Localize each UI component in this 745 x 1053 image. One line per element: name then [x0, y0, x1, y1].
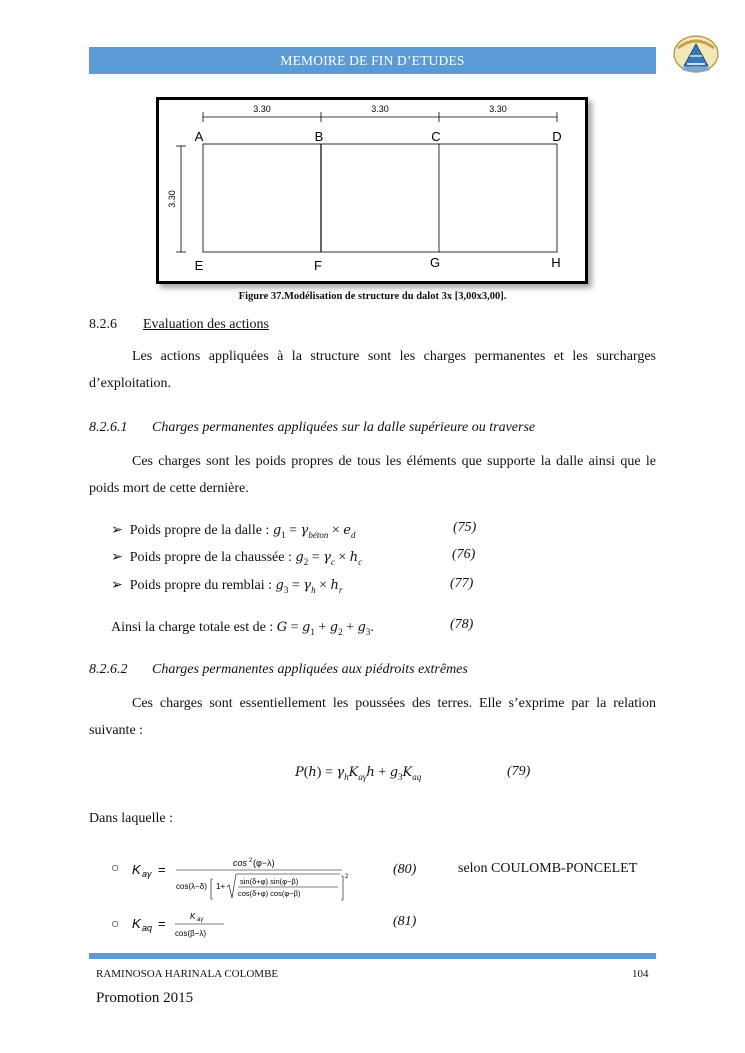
equation-number: (78) [450, 617, 474, 632]
arrow-bullet-icon: ➢ [111, 523, 123, 538]
svg-text:=: = [158, 916, 166, 931]
svg-text:2: 2 [345, 874, 349, 880]
bullet-label: Poids propre de la chaussée : [129, 550, 296, 565]
main-equation: $P(h) = \gamma_hK_{a\gamma}h + g_3K_{aq}$ [295, 765, 422, 782]
svg-text:cos: cos [233, 858, 248, 868]
dim-label-1: 3.30 [253, 104, 271, 114]
dim-label-3: 3.30 [489, 104, 507, 114]
svg-text:aq: aq [142, 923, 153, 933]
node-b: B [314, 129, 324, 144]
node-e: E [194, 258, 204, 273]
node-a: A [194, 129, 204, 144]
svg-text:cos(λ−δ): cos(λ−δ) [176, 882, 207, 891]
figure-caption: Figure 37.Modélisation de structure du dalot 3x [3,00x3,00]. [238, 291, 507, 302]
svg-text:(φ−λ): (φ−λ) [253, 858, 275, 868]
svg-text:cos(β−λ): cos(β−λ) [175, 929, 207, 938]
total-label: Ainsi la charge totale est de : [111, 620, 277, 635]
bullet-label: Poids propre du remblai : [129, 578, 276, 593]
circle-bullet-icon: ○ [111, 917, 120, 932]
footer-divider [89, 953, 656, 959]
school-logo-icon [672, 34, 720, 74]
section-number-8261: 8.2.6.1 [89, 420, 128, 435]
equation-number: (75) [453, 520, 477, 535]
list-item: ➢ Poids propre du remblai : $g_3 = \gamma_h \times h_r$ [111, 578, 343, 595]
kay-formula [130, 852, 355, 904]
node-h: H [551, 255, 561, 270]
eq80-note: selon COULOMB-PONCELET [458, 861, 638, 876]
svg-text:1+: 1+ [216, 882, 226, 891]
structure-figure [156, 97, 588, 284]
svg-text:K: K [190, 912, 196, 921]
kaq-formula [130, 906, 230, 942]
svg-text:K: K [132, 916, 141, 931]
svg-text:aγ: aγ [142, 869, 152, 879]
equation-number: (79) [507, 764, 531, 779]
frame-model-diagram [159, 100, 585, 281]
node-c: C [431, 129, 441, 144]
equation-number: (80) [393, 862, 417, 877]
equation-number: (81) [393, 914, 417, 929]
section-title-826: Evaluation des actions [143, 317, 269, 332]
footer-promotion: Promotion 2015 [96, 990, 194, 1006]
bullet-label: Poids propre de la dalle : [129, 523, 273, 538]
node-f: F [314, 258, 322, 273]
dans-laquelle: Dans laquelle : [89, 811, 173, 826]
total-charge-line: Ainsi la charge totale est de : $G = g_1 + g_2 + g_3$. [111, 620, 374, 637]
section-title-8262: Charges permanentes appliquées aux piédroits extrêmes [152, 662, 468, 677]
section-title-8261: Charges permanentes appliquées sur la dalle supérieure ou traverse [152, 420, 536, 435]
page-number: 104 [632, 968, 649, 980]
paragraph-826: Les actions appliquées à la structure sont les charges permanentes et les surcharges d’exploitation. [89, 349, 656, 391]
paragraph-8261: Ces charges sont les poids propres de tous les éléments que supporte la dalle ainsi que le poids mort de cette dernière. [89, 454, 656, 496]
equation-number: (76) [452, 547, 476, 562]
list-item: ➢ Poids propre de la chaussée : $g_2 = \gamma_c \times h_c$ [111, 550, 363, 567]
section-number-826: 8.2.6 [89, 317, 117, 332]
height-label: 3.30 [167, 190, 177, 208]
paragraph-8262: Ces charges sont essentiellement les poussées des terres. Elle s’exprime par la relation suivante : [89, 696, 656, 738]
node-d: D [552, 129, 562, 144]
equation-number: (77) [450, 576, 474, 591]
svg-text:=: = [158, 862, 166, 877]
footer-author: RAMINOSOA HARINALA COLOMBE [96, 968, 279, 980]
svg-text:2: 2 [249, 858, 253, 864]
svg-text:cos(δ+φ) cos(φ−β): cos(δ+φ) cos(φ−β) [238, 889, 301, 898]
list-item: ➢ Poids propre de la dalle : $g_1 = \gamma_{béton} \times e_d$ [111, 523, 356, 540]
circle-bullet-icon: ○ [111, 861, 120, 876]
dim-label-2: 3.30 [371, 104, 389, 114]
node-g: G [429, 255, 441, 270]
svg-text:sin(δ+φ) sin(φ−β): sin(δ+φ) sin(φ−β) [240, 877, 299, 886]
svg-text:K: K [132, 862, 141, 877]
page-header: MEMOIRE DE FIN D’ETUDES [89, 47, 656, 74]
arrow-bullet-icon: ➢ [111, 550, 123, 565]
svg-text:aγ: aγ [197, 917, 204, 923]
arrow-bullet-icon: ➢ [111, 578, 123, 593]
section-number-8262: 8.2.6.2 [89, 662, 128, 677]
